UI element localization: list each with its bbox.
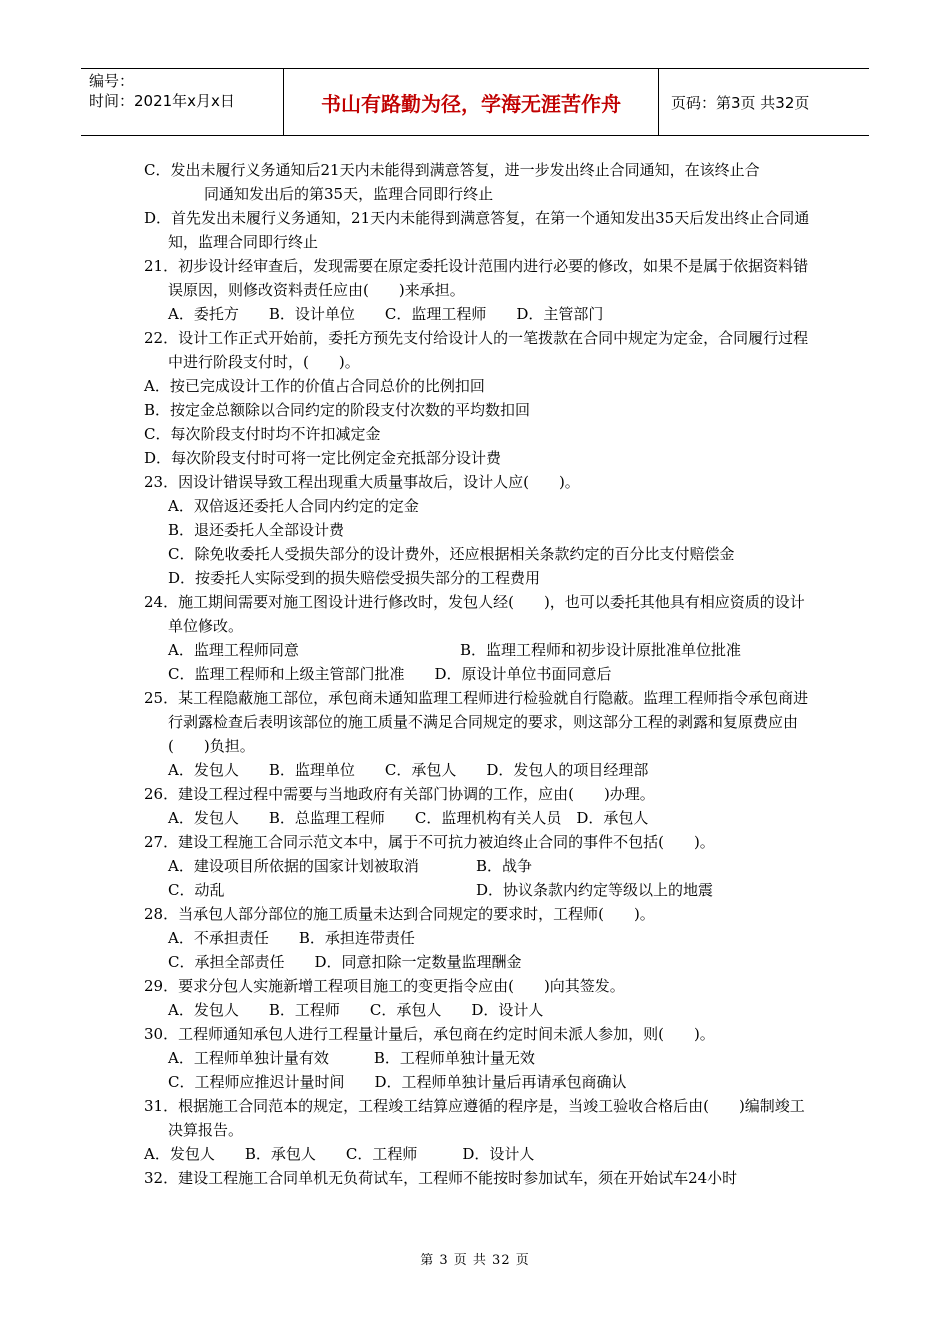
question-text: 27．建设工程施工合同示范文本中，属于不可抗力被迫终止合同的事件不包括( )。 xyxy=(144,833,715,851)
option-text: A．发包人 B．承包人 C．工程师 D．设计人 xyxy=(144,1145,535,1163)
question-text: 30．工程师通知承包人进行工程量计量后，承包商在约定时间未派人参加，则( )。 xyxy=(144,1025,715,1043)
document-date: 时间：2021年x月x日 xyxy=(89,92,235,110)
option-text: C．动乱 xyxy=(168,881,225,899)
option-text: B．按定金总额除以合同约定的阶段支付次数的平均数扣回 xyxy=(144,401,531,419)
option-text: D．首先发出未履行义务通知，21天内未能得到满意答复，在第一个通知发出35天后发出终止合同通知，监理合同即行终止 xyxy=(144,209,810,251)
question-text: 29．要求分包人实施新增工程项目施工的变更指令应由( )向其签发。 xyxy=(144,977,625,995)
option-row xyxy=(144,638,814,662)
header-motto: 书山有路勤为径，学海无涯苦作舟 xyxy=(284,69,659,135)
question-text: 28．当承包人部分部位的施工质量未达到合同规定的要求时，工程师( )。 xyxy=(144,905,655,923)
option-text: B．退还委托人全部设计费 xyxy=(168,521,345,539)
question-text: 21．初步设计经审查后，发现需要在原定委托设计范围内进行必要的修改，如果不是属于依据资料错误原因，则修改资料责任应由( )来承担。 xyxy=(144,257,809,299)
option-text: A．工程师单独计量有效 B．工程师单独计量无效 xyxy=(168,1049,535,1067)
page-footer: 第 3 页 共 32 页 xyxy=(420,1253,530,1268)
option-row xyxy=(144,878,814,902)
question-text: 32．建设工程施工合同单机无负荷试车，工程师不能按时参加试车，须在开始试车24小时 xyxy=(144,1169,738,1187)
option-text: D．按委托人实际受到的损失赔偿受损失部分的工程费用 xyxy=(168,569,541,587)
question-text: 25．某工程隐蔽施工部位，承包商未通知监理工程师进行检验就自行隐蔽。监理工程师指令承包商进行剥露检查后表明该部位的施工质量不满足合同规定的要求，则这部分工程的剥露和复原费应由( )负担。 xyxy=(144,689,809,755)
option-text: C．工程师应推迟计量时间 D．工程师单独计量后再请承包商确认 xyxy=(168,1073,627,1091)
question-text: 24．施工期间需要对施工图设计进行修改时，发包人经( )，也可以委托其他具有相应资质的设计单位修改。 xyxy=(144,593,805,635)
option-text: C．发出未履行义务通知后21天内未能得到满意答复，进一步发出终止合同通知，在该终止合 xyxy=(144,161,760,179)
question-text: 23．因设计错误导致工程出现重大质量事故后，设计人应( )。 xyxy=(144,473,580,491)
option-text: A．不承担责任 B．承担连带责任 xyxy=(168,929,415,947)
header-page-number: 页码：第3页 共32页 xyxy=(671,93,810,112)
question-text: 31．根据施工合同范本的规定，工程竣工结算应遵循的程序是，当竣工验收合格后由( )编制竣工决算报告。 xyxy=(144,1097,805,1139)
header-meta xyxy=(81,69,284,135)
option-text: A．按已完成设计工作的价值占合同总价的比例扣回 xyxy=(144,377,485,395)
document-body xyxy=(144,158,814,1190)
option-text: C．每次阶段支付时均不许扣减定金 xyxy=(144,425,381,443)
option-text: C．监理工程师和上级主管部门批准 D．原设计单位书面同意后 xyxy=(168,665,612,683)
option-text: A．发包人 B．总监理工程师 C．监理机构有关人员 D．承包人 xyxy=(168,809,649,827)
option-text: B．战争 xyxy=(476,857,533,875)
option-text: 同通知发出后的第35天，监理合同即行终止 xyxy=(204,185,494,203)
option-text: A．委托方 B．设计单位 C．监理工程师 D．主管部门 xyxy=(168,305,604,323)
option-text: A．双倍返还委托人合同内约定的定金 xyxy=(168,497,419,515)
option-text: A．发包人 B．监理单位 C．承包人 D．发包人的项目经理部 xyxy=(168,761,649,779)
option-text: A．监理工程师同意 xyxy=(168,641,299,659)
document-number: 编号： xyxy=(89,72,135,90)
question-text: 22．设计工作正式开始前，委托方预先支付给设计人的一笔拨款在合同中规定为定金，合同履行过程中进行阶段支付时，( )。 xyxy=(144,329,809,371)
option-text: B．监理工程师和初步设计原批准单位批准 xyxy=(460,641,742,659)
option-text: D．协议条款内约定等级以上的地震 xyxy=(476,881,714,899)
option-text: D．每次阶段支付时可将一定比例定金充抵部分设计费 xyxy=(144,449,502,467)
option-text: A．发包人 B．工程师 C．承包人 D．设计人 xyxy=(168,1001,544,1019)
page-header xyxy=(81,68,869,136)
option-text: A．建设项目所依据的国家计划被取消 xyxy=(168,857,419,875)
option-text: C．承担全部责任 D．同意扣除一定数量监理酬金 xyxy=(168,953,522,971)
option-text: C．除免收委托人受损失部分的设计费外，还应根据相关条款约定的百分比支付赔偿金 xyxy=(168,545,735,563)
option-row xyxy=(144,854,814,878)
question-text: 26．建设工程过程中需要与当地政府有关部门协调的工作，应由( )办理。 xyxy=(144,785,655,803)
